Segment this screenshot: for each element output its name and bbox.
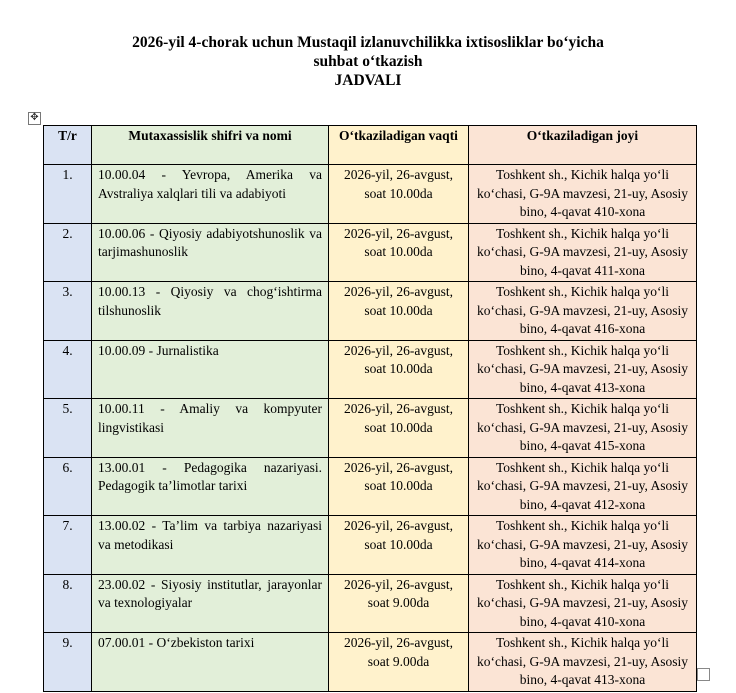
row-specialty: 07.00.01 - O‘zbekiston tarixi bbox=[92, 633, 329, 692]
row-place: Toshkent sh., Kichik halqa yo‘li ko‘chasi, G-9A mavzesi, 21-uy, Asosiy bino, 4-qavat 415-xona bbox=[469, 399, 697, 458]
table-header-row bbox=[44, 126, 697, 165]
table-row bbox=[44, 282, 697, 341]
table-row bbox=[44, 457, 697, 516]
row-place: Toshkent sh., Kichik halqa yo‘li ko‘chasi, G-9A mavzesi, 21-uy, Asosiy bino, 4-qavat 414-xona bbox=[469, 516, 697, 575]
document-title bbox=[0, 33, 736, 90]
row-time: 2026-yil, 26-avgust, soat 10.00da bbox=[329, 340, 469, 399]
row-time: 2026-yil, 26-avgust, soat 10.00da bbox=[329, 457, 469, 516]
row-specialty: 10.00.09 - Jurnalistika bbox=[92, 340, 329, 399]
table-row bbox=[44, 633, 697, 692]
row-time: 2026-yil, 26-avgust, soat 9.00da bbox=[329, 574, 469, 633]
row-specialty: 23.00.02 - Siyosiy institutlar, jarayonlar va texnologiyalar bbox=[92, 574, 329, 633]
header-number: T/r bbox=[44, 126, 92, 165]
row-number: 1. bbox=[44, 165, 92, 224]
row-number: 4. bbox=[44, 340, 92, 399]
title-line-1: 2026-yil 4-chorak uchun Mustaqil izlanuvchilikka ixtisosliklar bo‘yicha bbox=[132, 34, 604, 51]
row-time: 2026-yil, 26-avgust, soat 10.00da bbox=[329, 399, 469, 458]
row-specialty: 13.00.01 - Pedagogika nazariyasi. Pedagogik ta’limotlar tarixi bbox=[92, 457, 329, 516]
row-time: 2026-yil, 26-avgust, soat 10.00da bbox=[329, 165, 469, 224]
row-number: 3. bbox=[44, 282, 92, 341]
schedule-table bbox=[43, 125, 697, 692]
row-number: 9. bbox=[44, 633, 92, 692]
row-specialty: 10.00.11 - Amaliy va kompyuter lingvistikasi bbox=[92, 399, 329, 458]
header-place: O‘tkaziladigan joyi bbox=[469, 126, 697, 165]
row-number: 5. bbox=[44, 399, 92, 458]
row-specialty: 10.00.06 - Qiyosiy adabiyotshunoslik va tarjimashunoslik bbox=[92, 223, 329, 282]
row-place: Toshkent sh., Kichik halqa yo‘li ko‘chasi, G-9A mavzesi, 21-uy, Asosiy bino, 4-qavat 412-xona bbox=[469, 457, 697, 516]
row-number: 6. bbox=[44, 457, 92, 516]
row-place: Toshkent sh., Kichik halqa yo‘li ko‘chasi, G-9A mavzesi, 21-uy, Asosiy bino, 4-qavat 413-xona bbox=[469, 633, 697, 692]
row-time: 2026-yil, 26-avgust, soat 9.00da bbox=[329, 633, 469, 692]
move-cross-icon[interactable]: ✥ bbox=[28, 112, 41, 125]
row-specialty: 13.00.02 - Ta’lim va tarbiya nazariyasi va metodikasi bbox=[92, 516, 329, 575]
title-line-3: JADVALI bbox=[334, 72, 402, 89]
row-time: 2026-yil, 26-avgust, soat 10.00da bbox=[329, 282, 469, 341]
row-number: 7. bbox=[44, 516, 92, 575]
row-specialty: 10.00.13 - Qiyosiy va chog‘ishtirma tilshunoslik bbox=[92, 282, 329, 341]
table-row bbox=[44, 574, 697, 633]
row-place: Toshkent sh., Kichik halqa yo‘li ko‘chasi, G-9A mavzesi, 21-uy, Asosiy bino, 4-qavat 410-xona bbox=[469, 165, 697, 224]
header-time: O‘tkaziladigan vaqti bbox=[329, 126, 469, 165]
title-line-2: suhbat o‘tkazish bbox=[313, 53, 423, 70]
table-row bbox=[44, 516, 697, 575]
row-time: 2026-yil, 26-avgust, soat 10.00da bbox=[329, 516, 469, 575]
row-place: Toshkent sh., Kichik halqa yo‘li ko‘chasi, G-9A mavzesi, 21-uy, Asosiy bino, 4-qavat 410-xona bbox=[469, 574, 697, 633]
row-place: Toshkent sh., Kichik halqa yo‘li ko‘chasi, G-9A mavzesi, 21-uy, Asosiy bino, 4-qavat 411-xona bbox=[469, 223, 697, 282]
header-specialty: Mutaxassislik shifri va nomi bbox=[92, 126, 329, 165]
table-row bbox=[44, 223, 697, 282]
row-time: 2026-yil, 26-avgust, soat 10.00da bbox=[329, 223, 469, 282]
row-number: 8. bbox=[44, 574, 92, 633]
resize-square-icon[interactable] bbox=[697, 668, 710, 681]
table-row bbox=[44, 340, 697, 399]
row-place: Toshkent sh., Kichik halqa yo‘li ko‘chasi, G-9A mavzesi, 21-uy, Asosiy bino, 4-qavat 413-xona bbox=[469, 340, 697, 399]
row-specialty: 10.00.04 - Yevropa, Amerika va Avstraliya xalqlari tili va adabiyoti bbox=[92, 165, 329, 224]
row-place: Toshkent sh., Kichik halqa yo‘li ko‘chasi, G-9A mavzesi, 21-uy, Asosiy bino, 4-qavat 416-xona bbox=[469, 282, 697, 341]
table-row bbox=[44, 165, 697, 224]
table-row bbox=[44, 399, 697, 458]
row-number: 2. bbox=[44, 223, 92, 282]
